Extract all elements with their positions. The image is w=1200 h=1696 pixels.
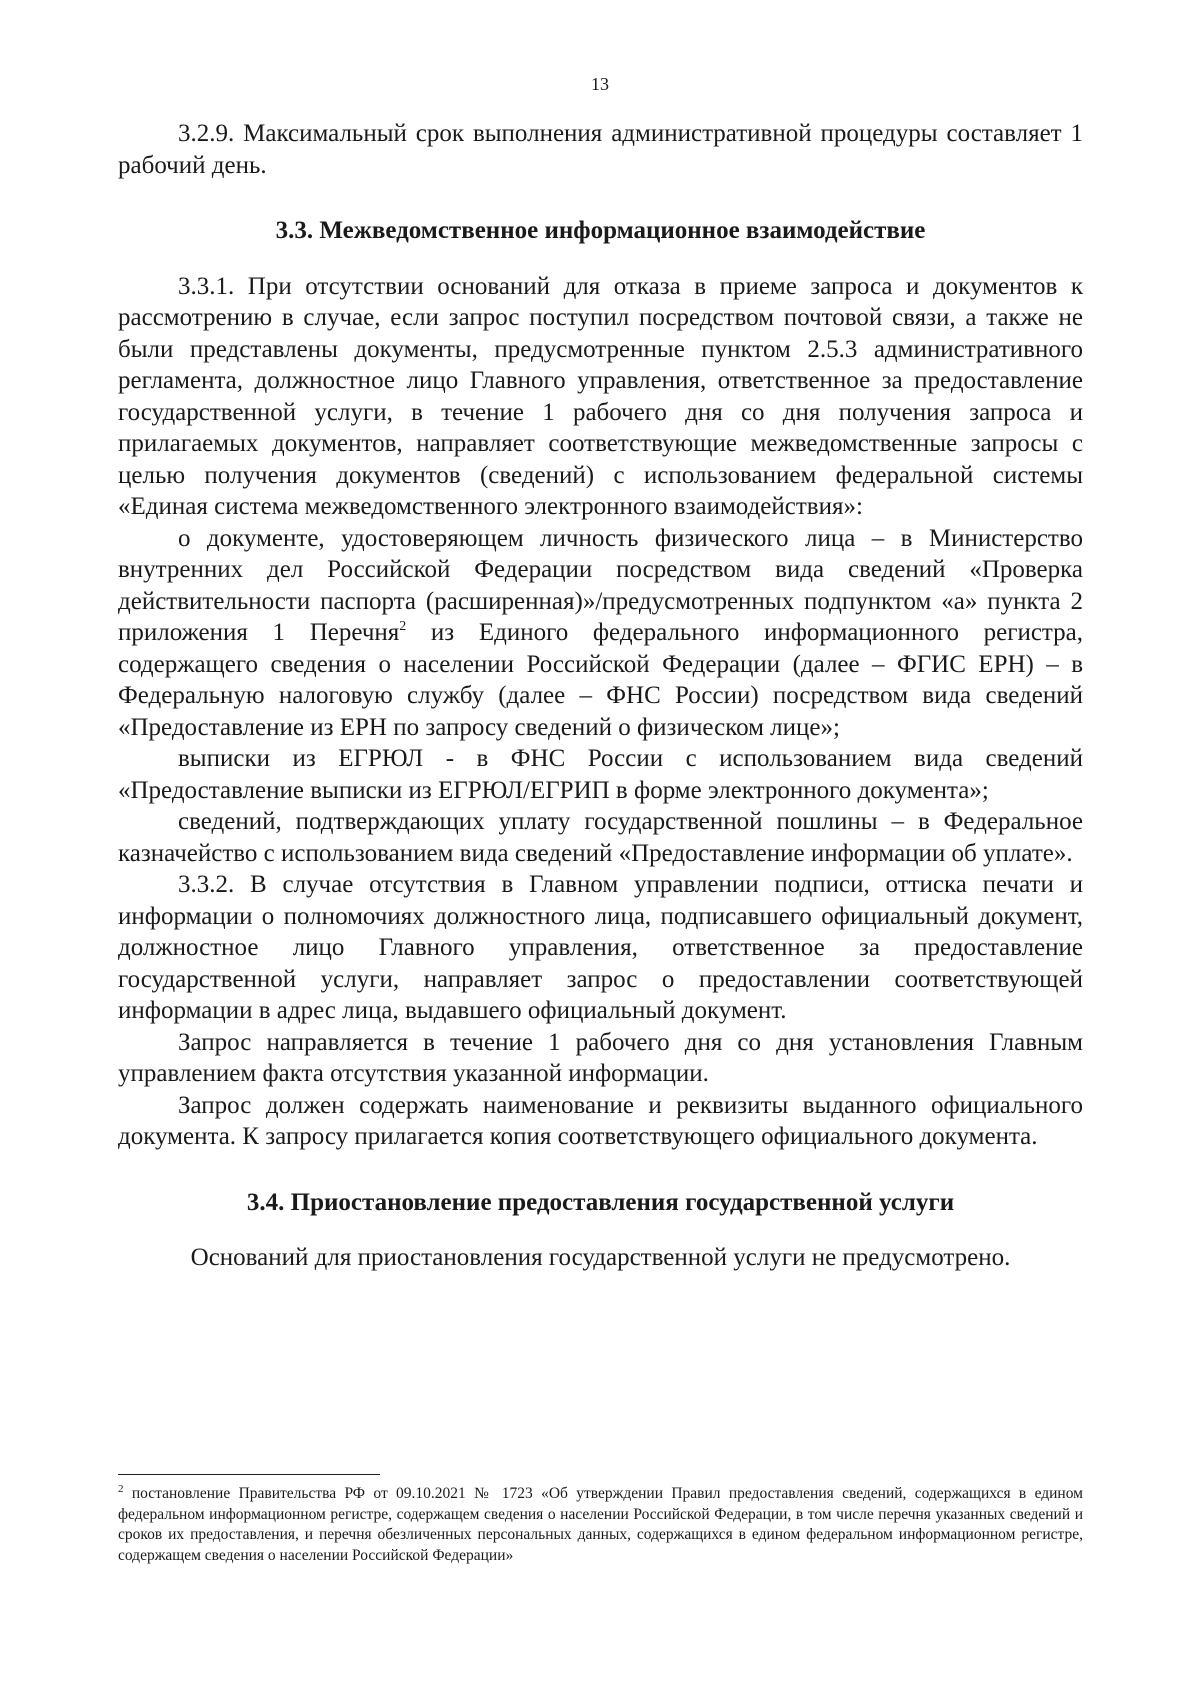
paragraph-request-timing: Запрос направляется в течение 1 рабочего дня со дня установления Главным управлением факта отсутствия указанной информации. [118, 1028, 1083, 1087]
list-item-state-fee: сведений, подтверждающих уплату государственной пошлины – в Федеральное казначейство с использованием вида сведений «Предоставление информации об уплате». [118, 808, 1083, 867]
section-heading-3-3: 3.3. Межведомственное информационное взаимодействие [275, 217, 926, 244]
footnote-reference: 2 [399, 619, 407, 634]
list-item-identity-text-1: о документе, удостоверяющем личность физического лица – в Министерство внутренних дел Российской Федерации посредством вида сведений «Проверка действительности паспорта (расширенная)»/предусмотренных подпунктом «а» пункта 2 приложения 1 Перечня [118, 524, 1083, 646]
list-item-egrul-extract: выписки из ЕГРЮЛ - в ФНС России с использованием вида сведений «Предоставление выписки из ЕГРЮЛ/ЕГРИП в форме электронного документа»; [118, 745, 1083, 804]
footnote [118, 1484, 1083, 1566]
paragraph-3-2-9: 3.2.9. Максимальный срок выполнения административной процедуры составляет 1 рабочий день. [118, 120, 1083, 179]
page-number: 13 [591, 74, 609, 94]
section-heading-3-4: 3.4. Приостановление предоставления государственной услуги [246, 1188, 955, 1216]
footnote-number: 2 [118, 1483, 124, 1495]
paragraph-request-content: Запрос должен содержать наименование и реквизиты выданного официального документа. К запросу прилагается копия соответствующего официального документа. [118, 1091, 1083, 1150]
list-item-identity-text-2: из Единого федерального информационного регистра, содержащего сведения о населении Российской Федерации (далее – ФГИС ЕРН) – в Федеральную налоговую службу (далее – ФНС России) посредством вида сведений «Предоставление из ЕРН по запросу сведений о физическом лице»; [118, 619, 1083, 741]
paragraph-3-3-2: 3.3.2. В случае отсутствия в Главном управлении подписи, оттиска печати и информации о полномочиях должностного лица, подписавшего официальный документ, должностное лицо Главного управления, ответственное за предоставление государственной услуги, направляет запрос о предоставлении соответствующей информации в адрес лица, выдавшего официальный документ. [118, 871, 1083, 1024]
paragraph-3-3-1: 3.3.1. При отсутствии оснований для отказа в приеме запроса и документов к рассмотрению в случае, если запрос поступил посредством почтовой связи, а также не были представлены документы, предусмотренные пунктом 2.5.3 административного регламента, должностное лицо Главного управления, ответственное за предоставление государственной услуги, в течение 1 рабочего дня со дня получения запроса и прилагаемых документов, направляет соответствующие межведомственные запросы с целью получения документов (сведений) с использованием федеральной системы «Единая система межведомственного электронного взаимодействия»: [118, 272, 1083, 520]
footnote-text: постановление Правительства РФ от 09.10.2021 № 1723 «Об утверждении Правил предоставления сведений, содержащихся в едином федеральном информационном регистре, содержащем сведения о населении Российской Федерации, в том числе перечня указанных сведений и сроков их предоставления, и перечня обезличенных персональных данных, содержащихся в едином федеральном информационном регистре, содержащем сведения о населении Российской Федерации» [118, 1485, 1083, 1564]
list-item-identity-document [118, 523, 1083, 744]
footnote-separator [118, 1474, 380, 1475]
document-body [118, 118, 1083, 1274]
paragraph-3-4: Оснований для приостановления государственной услуги не предусмотрено. [190, 1244, 1011, 1271]
